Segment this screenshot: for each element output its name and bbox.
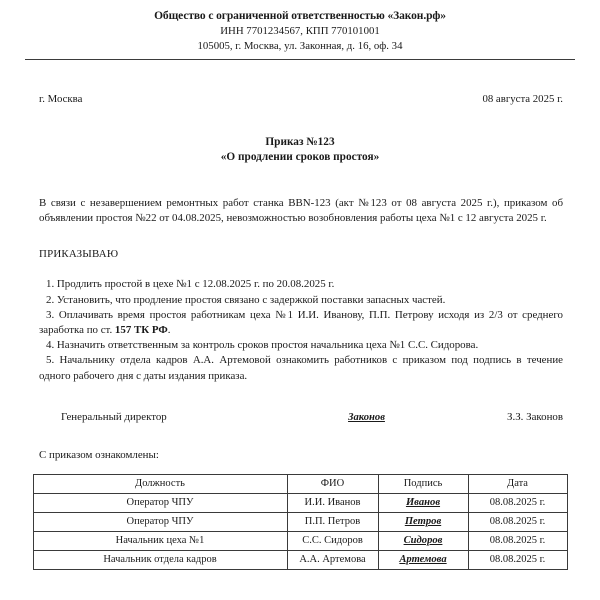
cell-signature <box>378 512 468 531</box>
clause-item: 5. Начальнику отдела кадров А.А. Артемовой ознакомить работников с приказом под подпись в течение одного рабочего дня с даты издания приказа. <box>39 354 563 382</box>
signer-name: З.З. Законов <box>507 410 563 423</box>
preamble-paragraph: В связи с незавершением ремонтных работ станка BBN-123 (акт №123 от 08 августа 2025 г.), приказом об объявлении простоя №22 от 04.08.2025, невозможностью возобновления работы цеха №1 с 12 августа 2025 г. <box>39 197 563 225</box>
cell-fio: И.И. Иванов <box>287 493 378 512</box>
city-date-row <box>25 93 575 105</box>
cell-signature <box>378 531 468 550</box>
signature-mark-text: Законов <box>348 411 385 423</box>
organization-address: 105005, г. Москва, ул. Законная, д. 16, оф. 34 <box>197 40 403 52</box>
order-keyword: ПРИКАЗЫВАЮ <box>39 248 119 261</box>
cell-signature <box>378 493 468 512</box>
cell-date: 08.08.2025 г. <box>468 493 567 512</box>
tax-identifiers: ИНН 7701234567, КПП 770101001 <box>220 25 380 37</box>
table-header-row <box>33 474 567 493</box>
clause-item-tail: . <box>167 324 171 337</box>
signer-role: Генеральный директор <box>61 410 167 423</box>
cell-fio: А.А. Артемова <box>287 550 378 569</box>
document-subject: «О продлении сроков простоя» <box>220 151 380 163</box>
clause-item: 2. Установить, что продление простоя связано с задержкой поставки запасных частей. <box>46 293 446 306</box>
column-header-fio: ФИО <box>287 474 378 493</box>
letterhead <box>25 0 575 60</box>
cell-signature-text: Артемова <box>399 553 447 565</box>
clause-item-text: 3. Оплачивать время простоя работникам цеха №1 И.И. Иванову, П.П. Петрову исходя из 2/3 от среднего заработка по ст. <box>39 308 563 337</box>
table-row <box>33 493 567 512</box>
cell-position: Оператор ЧПУ <box>33 512 287 531</box>
cell-date: 08.08.2025 г. <box>468 531 567 550</box>
cell-position: Начальник цеха №1 <box>33 531 287 550</box>
table-row <box>33 550 567 569</box>
cell-position: Оператор ЧПУ <box>33 493 287 512</box>
cell-position: Начальник отдела кадров <box>33 550 287 569</box>
signature-block <box>25 411 575 423</box>
letterhead-divider <box>25 59 575 60</box>
page-title <box>25 135 575 165</box>
clause-item: 4. Назначить ответственным за контроль сроков простоя начальника цеха №1 С.С. Сидорова. <box>46 339 479 352</box>
document-number: Приказ №123 <box>265 136 335 148</box>
signature-mark <box>284 411 449 423</box>
column-header-position: Должность <box>33 474 287 493</box>
acknowledgement-label: С приказом ознакомлены: <box>39 448 159 461</box>
clause-list <box>25 277 575 383</box>
cell-signature-text: Иванов <box>405 496 441 508</box>
cell-signature-text: Петров <box>404 515 442 527</box>
table-row <box>33 531 567 550</box>
cell-fio: П.П. Петров <box>287 512 378 531</box>
organization-name: Общество с ограниченной ответственностью «Закон.рф» <box>154 10 446 22</box>
cell-fio: С.С. Сидоров <box>287 531 378 550</box>
document-date: 08 августа 2025 г. <box>482 93 563 105</box>
clause-item <box>39 308 563 338</box>
column-header-signature: Подпись <box>378 474 468 493</box>
cell-date: 08.08.2025 г. <box>468 550 567 569</box>
cell-signature <box>378 550 468 569</box>
acknowledgement-table <box>33 474 568 570</box>
clause-item: 1. Продлить простой в цехе №1 с 12.08.2025 г. по 20.08.2025 г. <box>46 278 335 291</box>
city-label: г. Москва <box>39 93 83 105</box>
table-row <box>33 512 567 531</box>
cell-date: 08.08.2025 г. <box>468 512 567 531</box>
labor-code-reference: 157 ТК РФ <box>114 324 168 337</box>
column-header-date: Дата <box>468 474 567 493</box>
cell-signature-text: Сидоров <box>403 534 443 546</box>
